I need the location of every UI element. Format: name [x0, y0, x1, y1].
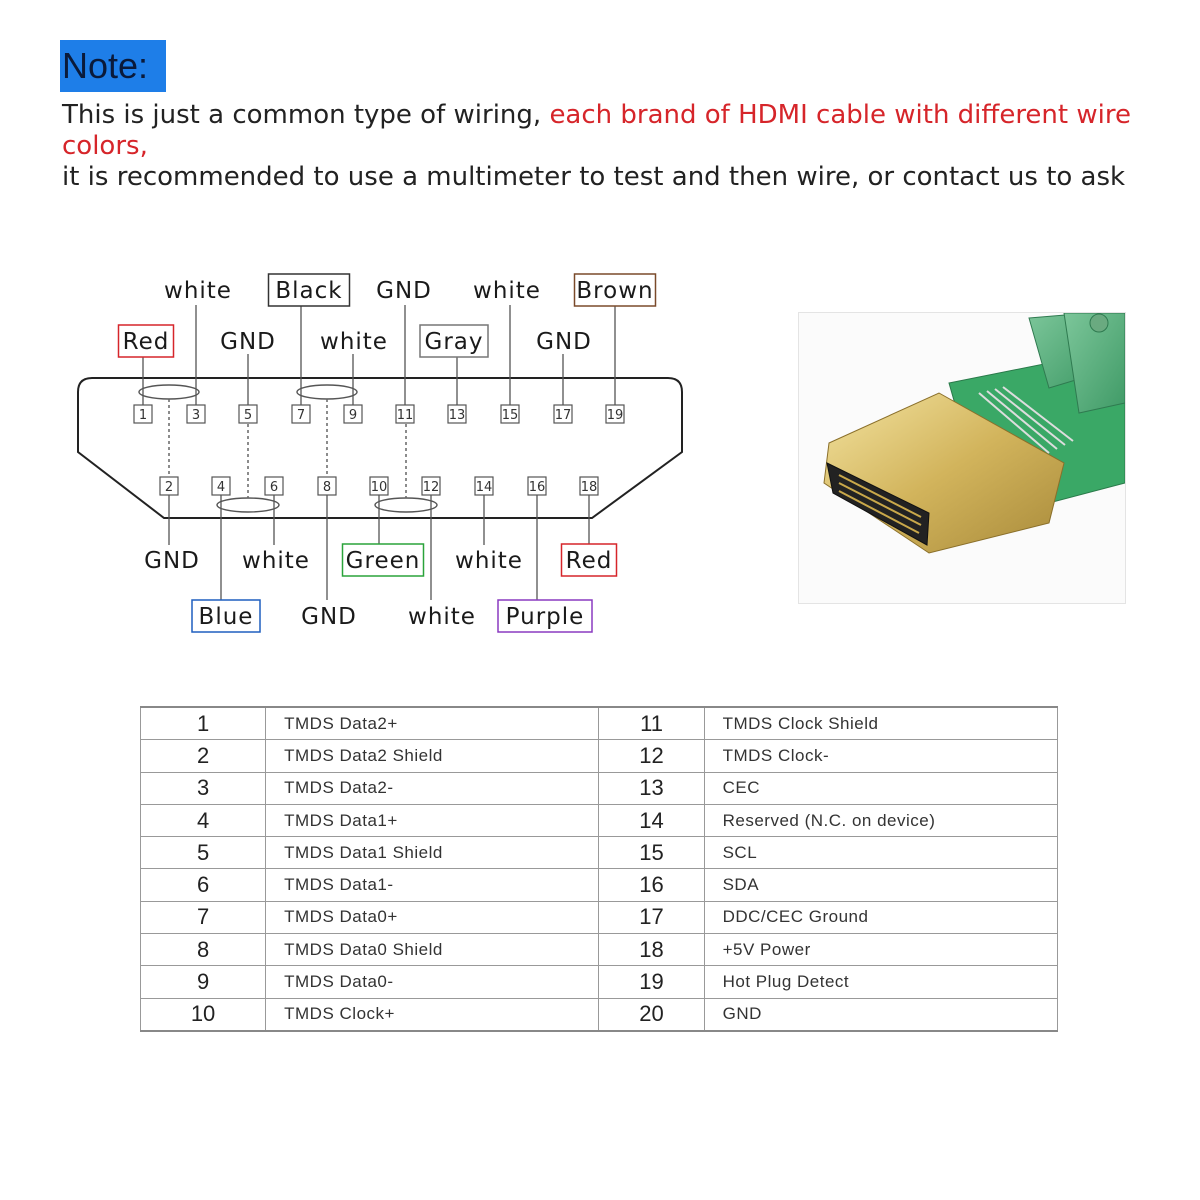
- pin-description-cell: TMDS Data0 Shield: [266, 934, 599, 966]
- pin-description-cell: TMDS Data0+: [266, 901, 599, 933]
- pin-description-cell: TMDS Data1-: [266, 869, 599, 901]
- pin-description-cell: CEC: [704, 772, 1057, 804]
- note-text: [62, 100, 1182, 193]
- pin-description-cell: TMDS Data2+: [266, 707, 599, 740]
- pin-number-cell: 9: [141, 966, 266, 998]
- pin-description-cell: TMDS Data2-: [266, 772, 599, 804]
- pin-description-cell: SCL: [704, 837, 1057, 869]
- table-row: [141, 966, 1058, 998]
- pin-number-cell: 10: [141, 998, 266, 1031]
- pair-ellipse: [297, 385, 357, 399]
- table-row: [141, 869, 1058, 901]
- pin-number-cell: 16: [599, 869, 704, 901]
- pin-number-cell: 7: [141, 901, 266, 933]
- pin-number-cell: 20: [599, 998, 704, 1031]
- pin-number-cell: 3: [141, 772, 266, 804]
- pin-number: 8: [322, 480, 332, 495]
- wire-label-black: Black: [275, 278, 343, 304]
- note-text-part2: it is recommended to use a multimeter to test and then wire, or contact us to ask: [62, 162, 1126, 192]
- pin-description-cell: +5V Power: [704, 934, 1057, 966]
- note-text-highlight: each brand of HDMI cable with different wire colors,: [62, 100, 1131, 161]
- wire-label-gnd: GND: [536, 329, 592, 355]
- pin-description-cell: Reserved (N.C. on device): [704, 804, 1057, 836]
- pin-number: 7: [296, 408, 306, 423]
- pin-number: 16: [528, 480, 546, 495]
- pin-number: 17: [554, 408, 572, 423]
- pin-number: 10: [370, 480, 388, 495]
- pin-description-cell: TMDS Data2 Shield: [266, 740, 599, 772]
- pin-number: 4: [216, 480, 226, 495]
- pin-number-cell: 15: [599, 837, 704, 869]
- table-row: [141, 837, 1058, 869]
- pin-description-cell: DDC/CEC Ground: [704, 901, 1057, 933]
- wire-label-white: white: [164, 278, 232, 304]
- wire-label-white: white: [408, 604, 476, 630]
- pin-number-cell: 12: [599, 740, 704, 772]
- wire-label-white: white: [320, 329, 388, 355]
- wire-label-purple: Purple: [505, 604, 585, 630]
- table-row: [141, 772, 1058, 804]
- pin-number: 5: [243, 408, 253, 423]
- pair-ellipse: [217, 498, 279, 512]
- wire-label-blue: Blue: [198, 604, 254, 630]
- wire-label-brown: Brown: [576, 278, 654, 304]
- pin-description-cell: TMDS Data0-: [266, 966, 599, 998]
- product-photo: [798, 312, 1126, 604]
- pin-number-cell: 11: [599, 707, 704, 740]
- pin-number-cell: 2: [141, 740, 266, 772]
- pin-number: 14: [475, 480, 493, 495]
- pair-ellipse: [375, 498, 437, 512]
- pin-number-cell: 8: [141, 934, 266, 966]
- wire-label-white: white: [455, 548, 523, 574]
- pin-number: 18: [580, 480, 598, 495]
- pin-number-cell: 19: [599, 966, 704, 998]
- note-text-part1: This is just a common type of wiring,: [62, 100, 550, 130]
- hdmi-pinout-diagram: [0, 250, 700, 650]
- pin-number: 3: [191, 408, 201, 423]
- pin-number-cell: 4: [141, 804, 266, 836]
- hdmi-connector-icon: [799, 313, 1125, 603]
- wire-label-gnd: GND: [301, 604, 357, 630]
- wire-label-white: white: [242, 548, 310, 574]
- wire-label-white: white: [473, 278, 541, 304]
- pin-number-cell: 13: [599, 772, 704, 804]
- wire-label-gnd: GND: [376, 278, 432, 304]
- table-row: [141, 740, 1058, 772]
- wire-label-gnd: GND: [144, 548, 200, 574]
- pin-description-cell: SDA: [704, 869, 1057, 901]
- note-badge: Note:: [60, 40, 166, 92]
- wire-label-red: Red: [565, 548, 613, 574]
- wire-label-red: Red: [122, 329, 170, 355]
- table-row: [141, 934, 1058, 966]
- pair-ellipse: [139, 385, 199, 399]
- pin-number: 11: [396, 408, 414, 423]
- pin-description-cell: TMDS Clock-: [704, 740, 1057, 772]
- wire-label-gray: Gray: [424, 329, 484, 355]
- table-row: [141, 998, 1058, 1031]
- pin-description-table: [140, 706, 1058, 1032]
- wire-label-gnd: GND: [220, 329, 276, 355]
- pin-number: 12: [422, 480, 440, 495]
- pin-description-cell: TMDS Clock Shield: [704, 707, 1057, 740]
- pin-description-cell: TMDS Data1+: [266, 804, 599, 836]
- pin-number-cell: 18: [599, 934, 704, 966]
- pin-number: 15: [501, 408, 519, 423]
- table-row: [141, 707, 1058, 740]
- pin-description-cell: Hot Plug Detect: [704, 966, 1057, 998]
- pin-number: 9: [348, 408, 358, 423]
- pin-description-cell: GND: [704, 998, 1057, 1031]
- pin-number: 13: [448, 408, 466, 423]
- pin-number-cell: 17: [599, 901, 704, 933]
- pin-description-cell: TMDS Clock+: [266, 998, 599, 1031]
- wire-label-green: Green: [345, 548, 421, 574]
- pin-number: 6: [269, 480, 279, 495]
- pin-number: 19: [606, 408, 624, 423]
- table-row: [141, 804, 1058, 836]
- pin-number: 1: [138, 408, 148, 423]
- table-row: [141, 901, 1058, 933]
- pin-number-cell: 1: [141, 707, 266, 740]
- pin-number-cell: 6: [141, 869, 266, 901]
- pin-number: 2: [164, 480, 174, 495]
- pin-description-cell: TMDS Data1 Shield: [266, 837, 599, 869]
- pin-number-cell: 5: [141, 837, 266, 869]
- pin-number-cell: 14: [599, 804, 704, 836]
